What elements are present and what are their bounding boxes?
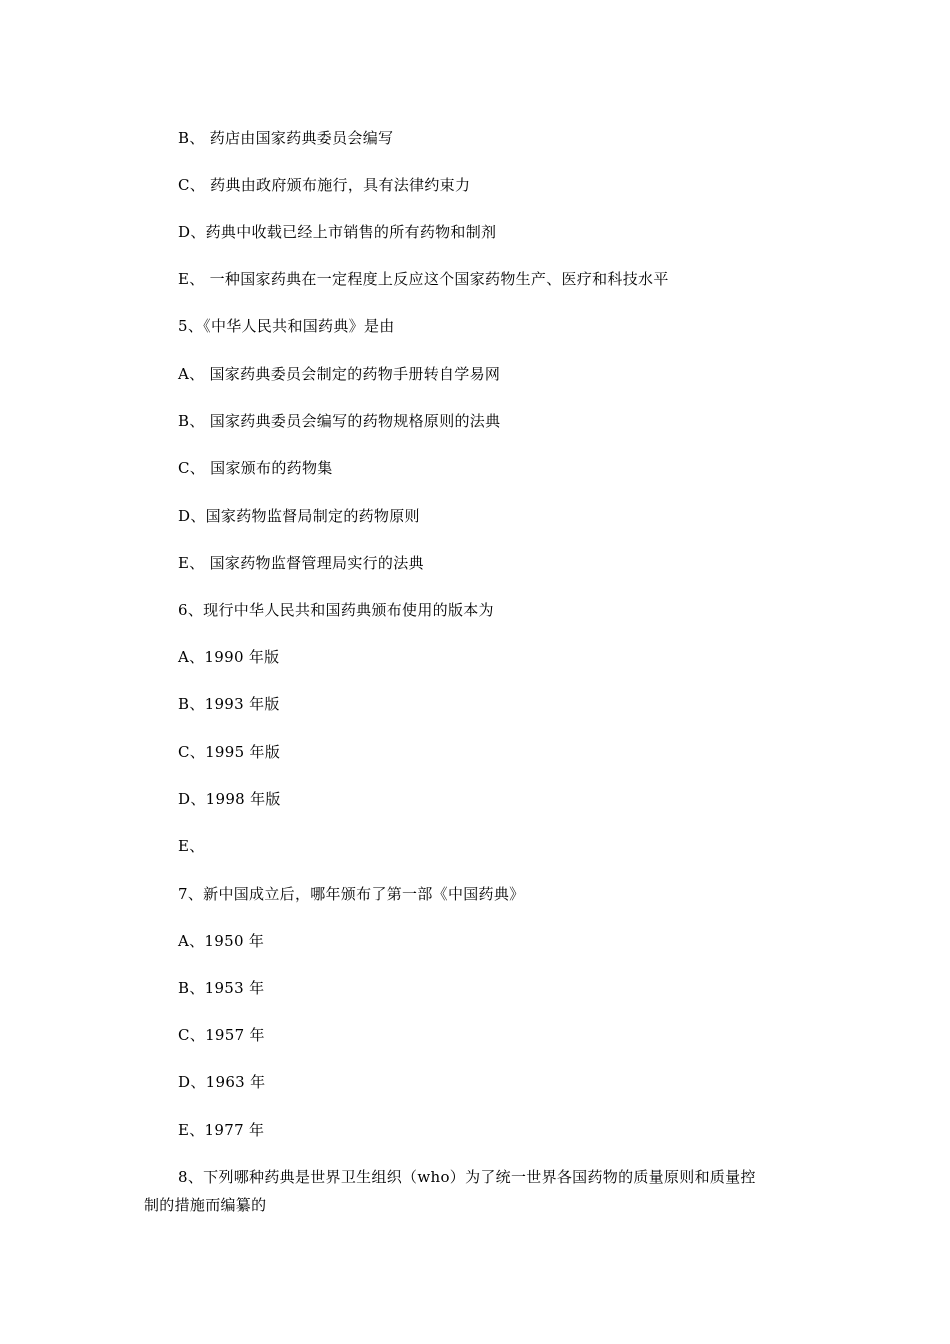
option-b-q6: B、1993 年版 — [178, 695, 280, 713]
option-d-q4: D、药典中收载已经上市销售的所有药物和制剂 — [178, 223, 497, 241]
option-e-q4: E、 一种国家药典在一定程度上反应这个国家药物生产、医疗和科技水平 — [178, 270, 669, 288]
option-e-q5: E、 国家药物监督管理局实行的法典 — [178, 554, 424, 572]
question-8-line-2: 制的措施而编纂的 — [144, 1196, 267, 1214]
option-d-q6: D、1998 年版 — [178, 790, 281, 808]
option-d-q7: D、1963 年 — [178, 1073, 266, 1091]
option-c-q5: C、 国家颁布的药物集 — [178, 459, 333, 477]
question-6: 6、现行中华人民共和国药典颁布使用的版本为 — [178, 601, 494, 619]
option-c-q7: C、1957 年 — [178, 1026, 265, 1044]
option-a-q6: A、1990 年版 — [178, 648, 280, 666]
option-a-q5: A、 国家药典委员会制定的药物手册转自学易网 — [178, 365, 501, 383]
question-8 — [144, 1163, 808, 1219]
option-a-q7: A、1950 年 — [178, 932, 265, 950]
option-b-q5: B、 国家药典委员会编写的药物规格原则的法典 — [178, 412, 501, 430]
option-b-q4: B、 药店由国家药典委员会编写 — [178, 129, 394, 147]
option-c-q4: C、 药典由政府颁布施行，具有法律约束力 — [178, 176, 471, 194]
question-5: 5、《中华人民共和国药典》是由 — [178, 317, 395, 335]
question-8-line-1: 8、下列哪种药典是世界卫生组织（who）为了统一世界各国药物的质量原则和质量控 — [178, 1168, 756, 1186]
option-e-q7: E、1977 年 — [178, 1121, 265, 1139]
option-d-q5: D、国家药物监督局制定的药物原则 — [178, 507, 420, 525]
option-b-q7: B、1953 年 — [178, 979, 265, 997]
option-c-q6: C、1995 年版 — [178, 743, 281, 761]
option-e-q6: E、 — [178, 837, 205, 855]
question-7: 7、新中国成立后，哪年颁布了第一部《中国药典》 — [178, 885, 525, 903]
